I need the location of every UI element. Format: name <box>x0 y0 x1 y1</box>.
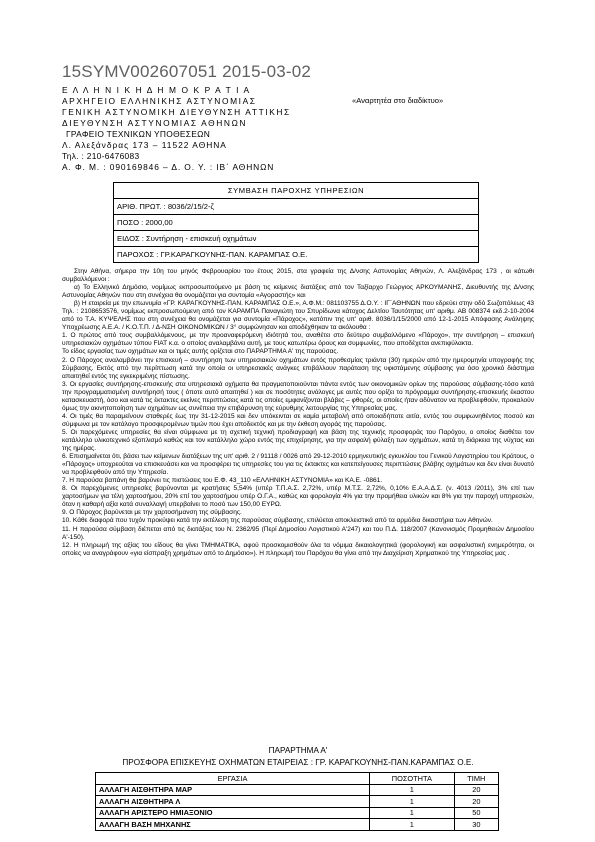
document-id-stamp: 15SYMV002607051 2015-03-02 <box>62 62 312 81</box>
body-paragraph: 9. Ο Πάροχος βαρύνεται με την χαρτοσήμανση της σύμβασης. <box>62 509 242 517</box>
quantity-cell: 1 <box>370 784 455 796</box>
header-address: Λ. Αλεξάνδρας 173 – 11522 ΑΘΗΝΑ <box>62 140 227 150</box>
body-paragraph: Στην Αθήνα, σήμερα την 10η του μηνός Φεβρουαρίου του έτους 2015, στα γραφεία της Δ/νσης Αστυνομίας Αθηνών, Λ. Αλεξάνδρας 173 , οι κάτωθι συμβαλλόμενοι : <box>62 268 534 284</box>
contract-amount: ΠΟΣΟ : 2000,00 <box>114 215 479 231</box>
column-header-price: ΤΙΜΗ <box>454 773 498 785</box>
body-paragraph: Το είδος εργασίας των οχημάτων και οι τιμές αυτής ορίζεται στο ΠΑΡΑΡΤΗΜΑ Α' της παρούσας. <box>62 348 339 356</box>
work-cell: ΑΛΛΑΓΗ ΒΑΣΗ ΜΗΧΑΝΗΣ <box>96 819 370 831</box>
contract-body <box>62 268 534 558</box>
quantity-cell: 1 <box>370 819 455 831</box>
column-header-work: ΕΡΓΑΣΙΑ <box>96 773 370 785</box>
quantity-cell: 1 <box>370 807 455 819</box>
offer-table-header <box>96 773 499 785</box>
header-athens-directorate: ΔΙΕΥΘΥΝΣΗ ΑΣΤΥΝΟΜΙΑΣ ΑΘΗΝΩΝ <box>62 118 248 128</box>
body-paragraph: 8. Οι παρεχόμενες υπηρεσίες βαρύνονται με κρατήσεις 5,54% (υπέρ Τ.Π.Α.Σ. 2,72%, υπέρ Μ.Τ.Σ. 2,72%, 0,10% Ε.Α.Α.Δ.Σ. (ν. 4013 /2011), 3% επί των χαρτοσήμων για τέλη χαρτοσήμου, 20% επί του χαρτοσήμου υπέρ Ο.Γ.Α., καθώς και φορολογία 4% για την προμήθεια υλικών και 8% για την παροχή υπηρεσιών, όταν η καθαρή αξία κατά συναλλαγή υπερβαίνει το ποσό των 150,00 ΕΥΡΩ. <box>62 485 534 509</box>
table-row <box>96 819 499 831</box>
contract-type: ΕΙΔΟΣ : Συντήρηση - επισκευή οχημάτων <box>114 231 479 247</box>
body-paragraph: 2. Ο Πάροχος αναλαμβάνει την επισκευή – συντήρηση των υπηρεσιακών οχημάτων εντός προθεσμίας τριάντα (30) ημερών από την ημερομηνία υπογραφής της Σύμβασης. Εκτός από την περίπτωση κατά την οποία οι υπηρεσιακές ανάγκες επιβάλλουν παράταση της υφιστάμενης σύμβασης για όσο χρονικό διάστημα απαιτηθεί εντός της εγκεκριμένης πίστωσης. <box>62 356 534 380</box>
body-paragraph: 7. Η παρούσα βαπάνη θα βαρύνει τις πιστώσεις του Ε.Φ. 43_110 «ΕΛΛΗΝΙΚΗ ΑΣΤΥΝΟΜΙΑ» και ΚΑ.Ε. -0861. <box>62 477 383 485</box>
body-paragraph: 11. Η παρούσα σύμβαση διέπεται από τις διατάξεις του Ν. 2362/95 (Περί Δημοσίου Λογιστικού Α'247) και του Π.Δ. 118/2007 (Κανονισμός Προμηθειών Δημοσίου Α'-150). <box>62 525 534 541</box>
table-row <box>96 784 499 796</box>
column-header-quantity: ΠΟΣΟΤΗΤΑ <box>370 773 455 785</box>
contract-title: ΣΥΜΒΑΣΗ ΠΑΡΟΧΗΣ ΥΠΗΡΕΣΙΩΝ <box>114 183 479 199</box>
work-cell: ΑΛΛΑΓΗ ΑΙΣΘΗΤΗΡΑ Λ <box>96 796 370 808</box>
body-paragraph: 4. Οι τιμές θα παραμείνουν σταθερές έως την 31-12-2015 και δεν υπόκεινται σε καμία μεταβολή από οποιαδήποτε αιτία, εντός του συμφωνηθέντος ποσού και σύμφωνα με τον κατάλογο προσφερομένων τιμών που έχει αποδεκτός και με την έκθεση αγοράς της παρούσας. <box>62 412 534 428</box>
price-cell: 20 <box>454 784 498 796</box>
body-paragraph: 3. Οι εργασίες συντήρησης-επισκευής στα υπηρεσιακά οχήματα θα πραγματοποιούνται πάντα εντός των οικονομικών ορίων της παρούσας σύμβασης-τόσο κατά την προγραμματισμένη συντήρησή τους ( όποτε αυτό απαιτηθεί ) και σε ποσότητες ανάλογες με αυτές που ορίζει το πρόγραμμα συντήρησης-επισκευής έκαστου κατασκευαστή, όσο και κατά τις έκτακτες εκείνες περιπτώσεις κατά τις οποίες εμφανίζονται βλάβες – φθορές, οι οποίες ήταν αδύνατον να προβλεφθούν, προκαλούν όμως την ακινητοποίηση των οχημάτων ως συνέπεια την επιβάρυνση της εύρυθμης λειτουργίας της Υπηρεσίας μας. <box>62 380 534 412</box>
body-paragraph: 5. Οι παρεχόμενες υπηρεσίες θα είναι σύμφωνα με τη σχετική τεχνική προδιαγραφή και βάση της τεχνικής προσφοράς του Παρόχου, ο οποίος διαθέτει τον κατάλληλο υλικοτεχνικό εξοπλισμό καθώς και τον κατάλληλο χώρο εντός της επιχείρησης, για την ασφαλή φύλαξη των οχημάτων, κατά τη διάρκεια της νύχτας και της ημέρας. <box>62 428 534 453</box>
contract-provider: ΠΑΡΟΧΟΣ : ΓΡ.ΚΑΡΑΓΚΟΥΝΗΣ-ΠΑΝ. ΚΑΡΑΜΠΑΣ Ο.Ε. <box>114 247 479 263</box>
annex-subtitle: ΠΡΟΣΦΟΡΑ ΕΠΙΣΚΕΥΗΣ ΟΧΗΜΑΤΩΝ ΕΤΑΙΡΕΙΑΣ : ΓΡ. ΚΑΡΑΓΚΟΥΝΗΣ-ΠΑΝ.ΚΑΡΑΜΠΑΣ Ο.Ε. <box>122 758 474 767</box>
offer-table <box>95 772 499 831</box>
price-cell: 50 <box>454 807 498 819</box>
body-paragraph: α) Το Ελληνικό Δημόσιο, νομίμως εκπροσωπούμενο με βάση τις κείμενες διατάξεις από τον Ταξίαρχο Γεώργιος ΑΡΚΟΥΜΑΝΗΣ, Διευθυντής της Δ/νσης Αστυνομίας Αθηνών που στη συνέχεια θα ονομάζεται για συντομία «Αγοραστής» και <box>62 284 534 300</box>
posting-note: «Αναρτητέα στο διαδίκτυο» <box>352 96 444 105</box>
price-cell: 30 <box>454 819 498 831</box>
header-technical-office: ΓΡΑΦΕΙΟ ΤΕΧΝΙΚΩΝ ΥΠΟΘΕΣΕΩΝ <box>66 129 211 139</box>
body-paragraph: 10. Κάθε διαφορά που τυχόν προκύψει κατά την εκτέλεση της παρούσας σύμβασης, επιλύεται αποκλειστικά από τα αρμόδια δικαστήρια των Αθηνών. <box>62 517 493 525</box>
quantity-cell: 1 <box>370 796 455 808</box>
body-paragraph: 12. Η πληρωμή της αξίας του είδους θα γίνει ΤΜΗΜΑΤΙΚΑ, αφού προσκομισθούν όλα τα νόμιμα δικαιολογητικά (φορολογική και ασφαλιστική ενημερότητα, οι οποίες να αναγράφουν «για είσπραξη χρημάτων από το Δημόσιο»). Η πληρωμή του Παρόχου θα γίνει από την Διαχείριση Χρηματικού της Υπηρεσίας μας . <box>62 541 534 557</box>
price-cell: 20 <box>454 796 498 808</box>
work-cell: ΑΛΛΑΓΗ ΑΡΙΣΤΕΡΟ ΗΜΙΑΞΟΝΙΟ <box>96 807 370 819</box>
table-row <box>96 807 499 819</box>
header-attica-directorate: ΓΕΝΙΚΗ ΑΣΤΥΝΟΜΙΚΗ ΔΙΕΥΘΥΝΣΗ ΑΤΤΙΚΗΣ <box>62 107 291 117</box>
contract-info-table <box>113 182 479 263</box>
header-tax-id: Α. Φ. Μ. : 090169846 – Δ. Ο. Υ. : ΙΒ΄ ΑΘΗΝΩΝ <box>62 162 275 172</box>
annex-title: ΠΑΡΑΡΤΗΜΑ Α' <box>268 746 328 755</box>
contract-protocol: ΑΡΙΘ. ΠΡΩΤ. : 8036/2/15/2-ζ <box>114 199 479 215</box>
header-phone: Τηλ. : 210-6476083 <box>62 151 140 161</box>
body-paragraph: β) Η εταιρεία με την επωνυμία «ΓΡ. ΚΑΡΑΓΚΟΥΝΗΣ-ΠΑΝ. ΚΑΡΑΜΠΑΣ Ο.Ε.», Α.Φ.Μ.: 081103755 Δ.Ο.Υ. : ΙΓ΄ΑΘΗΝΩΝ που εδρεύει στην οδό Σωζοπόλεως 43 Τηλ. : 2108653576, νομίμως εκπροσωπούμενη από τον ΚΑΡΑΜΠΑ Παναγιώτη του Σπυρίδωνα κάτοχος Δελτίου Ταυτότητας υπ' αριθμ. ΑΒ 008374 εκδ.2-10-2004 από το Τ.Α. ΚΥΨΕΛΗΣ που στη συνέχεια θα ονομάζεται για συντομία «Πάροχος», κατόπιν της υπ' αριθ. 8036/1/15/2000 από 12-1-2015 Απόφασης Ανάληψης Υποχρέωσης Α.Ε.Α. / Κ.Ο.Τ.Π. / Δ-ΝΣΗ ΟΙΚΟΝΟΜΙΚΩΝ / 3° συμφώνησαν και αποδέχθηκαν τα ακόλουθα : <box>62 300 534 332</box>
body-paragraph: 6. Επισημαίνεται ότι, βάσει των κείμενων διατάξεων της υπ' αριθ. 2 / 91118 / 0026 από 29-12-2010 ερμηνευτικής εγκυκλίου του Γενικού Λογιστηρίου του Κράτους, ο «Πάροχος» υποχρεούται να επισκευάσει και να προσφέρει τις υπηρεσίες του για τις έκτακτες και κατεπείγουσες περιπτώσεις βλάβης οχημάτων και δεν είναι δυνατό να προβλεφθούν από την Υπηρεσία. <box>62 453 535 477</box>
header-republic: Ε Λ Λ Η Ν Ι Κ Η Δ Η Μ Ο Κ Ρ Α Τ Ι Α <box>62 85 251 95</box>
header-police-hq: ΑΡΧΗΓΕΙΟ ΕΛΛΗΝΙΚΗΣ ΑΣΤΥΝΟΜΙΑΣ <box>62 96 257 106</box>
body-paragraph: 1. Ο πρώτος από τους συμβαλλόμενους, με την προαναφερόμενη ιδιότητά του, αναθέτει στο δεύτερο συμβαλλόμενο «Πάροχο», την συντήρηση – επισκευή υπηρεσιακών οχημάτων τύπου FIAT κ.α. ο οποίος αναλαμβάνει αυτή, με τους κατωτέρω όρους και συμφωνίες, που αποδέχεται ανεπιφύλακτα. <box>62 332 534 348</box>
work-cell: ΑΛΛΑΓΗ ΑΙΣΘΗΤΗΡΑ MAP <box>96 784 370 796</box>
table-row <box>96 796 499 808</box>
